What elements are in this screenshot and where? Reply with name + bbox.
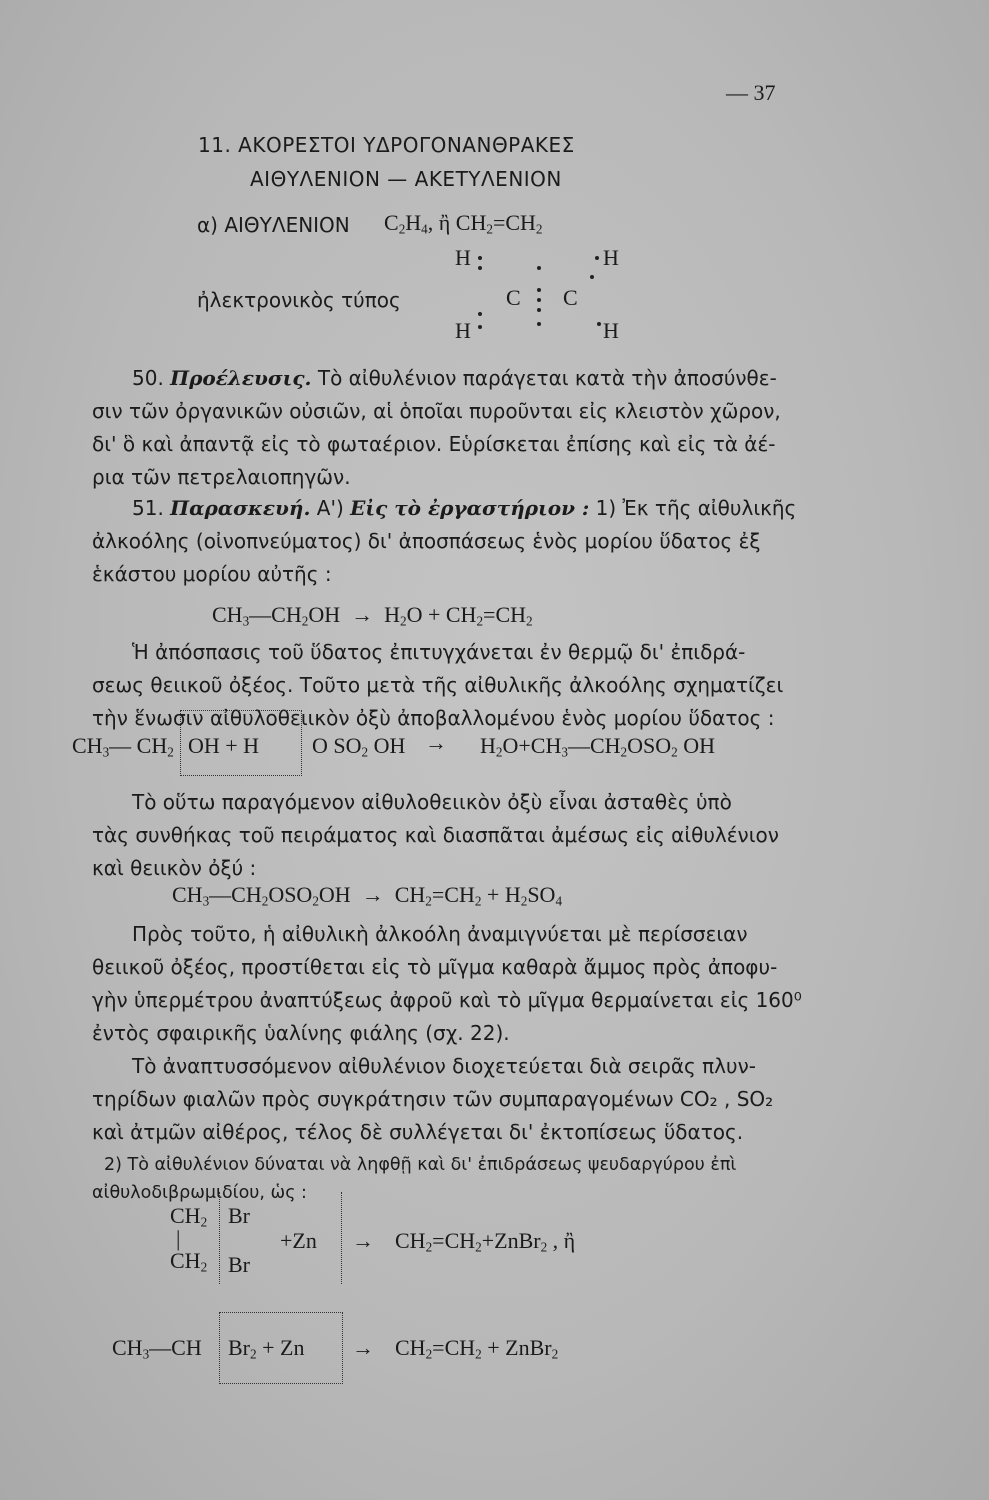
ch2-top: $CH_2$ (170, 1203, 208, 1230)
lewis-atom: C (563, 285, 578, 310)
paragraph-51-line2: ἀλκοόλης (οἰνοπνεύματος) δι' ἀποσπάσεως ἑνὸς μορίου ὕδατος ἐξ (92, 529, 761, 553)
electronic-formula-label: ἠλεκτρονικὸς τύπος (197, 288, 401, 312)
zn-product-1: $CH_2=CH_2+ZnBr_2$ , ἢ (395, 1228, 576, 1255)
dotted-divider (341, 1192, 342, 1284)
paragraph-50-line1 (132, 366, 782, 390)
paragraph-50-line4: ρια τῶν πετρελαιοπηγῶν. (92, 465, 351, 489)
section-a-label: α) ΑΙΘΥΛΕΝΙΟΝ (197, 213, 350, 237)
electron-dot (478, 312, 482, 316)
br-bottom: Br (228, 1252, 250, 1277)
electron-dot (537, 266, 541, 270)
method2-line1: 2) Τὸ αἰθυλένιον δύναται νὰ ληφθῇ καὶ δι' ἐπιδράσεως ψευδαργύρου ἐπὶ (104, 1155, 737, 1175)
lewis-atom: H (455, 245, 471, 270)
lewis-atom: C (506, 285, 521, 310)
equation-decomposition: $CH_3—CH_2OSO_2OH \to CH_2=CH_2 + H_2SO_4$ (172, 882, 563, 909)
unstable-para-line2: τὰς συνθήκας τοῦ πειράματος καὶ διασπᾶται ἀμέσως εἰς αἰθυλένιον (92, 823, 779, 847)
boxed-br2-zn: $Br_2 + Zn$ (228, 1335, 305, 1362)
procedure-line2: θειικοῦ ὀξέος, προστίθεται εἰς τὸ μῖγμα καθαρὰ ἄμμος πρὸς ἀποφυ- (92, 955, 778, 979)
lewis-atom: H (603, 318, 619, 343)
reaction-arrow: → (352, 1335, 374, 1360)
paragraph-title: Προέλευσις. (170, 366, 312, 390)
ethylsulfuric-product: $H_2O+CH_3—CH_2OSO_2$ OH (480, 733, 715, 760)
sulfuric-para-line3: τὴν ἕνωσιν αἰθυλοθειικὸν ὀξὺ ἀποβαλλομένου ἑνὸς μορίου ὕδατος : (92, 706, 775, 730)
sulfuric-para-line2: σεως θειικοῦ ὀξέος. Τοῦτο μετὰ τῆς αἰθυλικῆς ἀλκοόλης σχηματίζει (92, 673, 784, 697)
zinc: +Zn (280, 1228, 317, 1253)
dotted-divider (219, 1192, 220, 1284)
paragraph-50-line3: δι' ὃ καὶ ἀπαντᾷ εἰς τὸ φωταέριον. Εὑρίσκεται ἐπίσης καὶ εἰς τὰ ἀέ- (92, 432, 776, 456)
collect-line2: τηρίδων φιαλῶν πρὸς συγκράτησιν τῶν συμπαραγομένων CO₂ , SO₂ (92, 1087, 774, 1111)
equation-ethylsulfuric: $CH_3—$ $CH_2$ (72, 733, 174, 760)
reaction-arrow: → (352, 1228, 374, 1253)
paragraph-title: Παρασκευή. (170, 496, 311, 520)
lewis-atom: H (603, 245, 619, 270)
electron-dot (597, 322, 601, 326)
subsection-title: Εἰς τὸ ἐργαστήριον : (350, 496, 590, 520)
lewis-atom: H (455, 318, 471, 343)
equation-dehydration: $CH_3—CH_2OH \to H_2O + CH_2=CH_2$ (212, 602, 533, 629)
oso2oh: O $SO_2$ OH (312, 733, 406, 760)
electron-dot (537, 308, 541, 312)
electron-dot (478, 256, 482, 260)
boxed-oh-h: OH + H (188, 733, 260, 758)
single-bond: | (176, 1226, 181, 1251)
paragraph-number: 50. (132, 366, 164, 390)
electron-dot (590, 275, 594, 279)
page-number: — 37 (726, 80, 776, 105)
ethylene-formula: $C_2H_4$, ἢ $CH_2=CH_2$ (384, 210, 543, 237)
unstable-para-line1: Τὸ οὕτω παραγόμενον αἰθυλοθειικὸν ὀξὺ εἶναι ἀσταθὲς ὑπὸ (132, 790, 732, 814)
paragraph-50-line2: σιν τῶν ὀργανικῶν οὐσιῶν, αἱ ὁποῖαι πυροῦνται εἰς κλειστὸν χῶρον, (92, 399, 781, 423)
electron-dot (478, 266, 482, 270)
electron-dot (537, 298, 541, 302)
procedure-line4: ἐντὸς σφαιρικῆς ὑαλίνης φιάλης (σχ. 22). (92, 1021, 510, 1045)
chapter-heading: 11. ΑΚΟΡΕΣΤΟΙ ΥΔΡΟΓΟΝΑΝΘΡΑΚΕΣ (198, 133, 575, 157)
subsection-marker: Α') (316, 496, 344, 520)
collect-line1: Τὸ ἀναπτυσσόμενον αἰθυλένιον διοχετεύεται διὰ σειρᾶς πλυν- (132, 1054, 756, 1078)
chapter-subheading: ΑΙΘΥΛΕΝΙΟΝ — ΑΚΕΤΥΛΕΝΙΟΝ (250, 167, 562, 191)
reaction-arrow: → (425, 730, 447, 755)
unstable-para-line3: καὶ θειικὸν ὀξύ : (92, 856, 257, 880)
paragraph-text: Τὸ αἰθυλένιον παράγεται κατὰ τὴν ἀποσύνθε- (317, 366, 777, 390)
paragraph-number: 51. (132, 496, 164, 520)
paragraph-51-line1 (132, 496, 796, 520)
procedure-line3: γὴν ὑπερμέτρου ἀναπτύξεως ἀφροῦ καὶ τὸ μῖγμα θερμαίνεται εἰς 160⁰ (92, 988, 802, 1012)
ch3-ch: $CH_3—CH$ (112, 1335, 202, 1362)
ch2-bottom: $CH_2$ (170, 1248, 208, 1275)
electron-dot (537, 288, 541, 292)
br-top: Br (228, 1203, 250, 1228)
electron-dot (537, 322, 541, 326)
method2-line2: αἰθυλοδιβρωμιδίου, ὡς : (92, 1183, 307, 1203)
zn-product-2: $CH_2=CH_2$ + ZnBr$_2$ (395, 1335, 559, 1362)
paragraph-text: 1) Ἐκ τῆς αἰθυλικῆς (595, 496, 797, 520)
collect-line3: καὶ ἀτμῶν αἰθέρος, τέλος δὲ συλλέγεται δι' ἐκτοπίσεως ὕδατος. (92, 1120, 744, 1144)
paragraph-51-line3: ἑκάστου μορίου αὐτῆς : (92, 562, 332, 586)
electron-dot (478, 325, 482, 329)
sulfuric-para-line1: Ἡ ἀπόσπασις τοῦ ὕδατος ἐπιτυγχάνεται ἐν θερμῷ δι' ἐπιδρά- (132, 640, 746, 664)
electron-dot (595, 256, 599, 260)
procedure-line1: Πρὸς τοῦτο, ἡ αἰθυλικὴ ἀλκοόλη ἀναμιγνύεται μὲ περίσσειαν (132, 922, 748, 946)
